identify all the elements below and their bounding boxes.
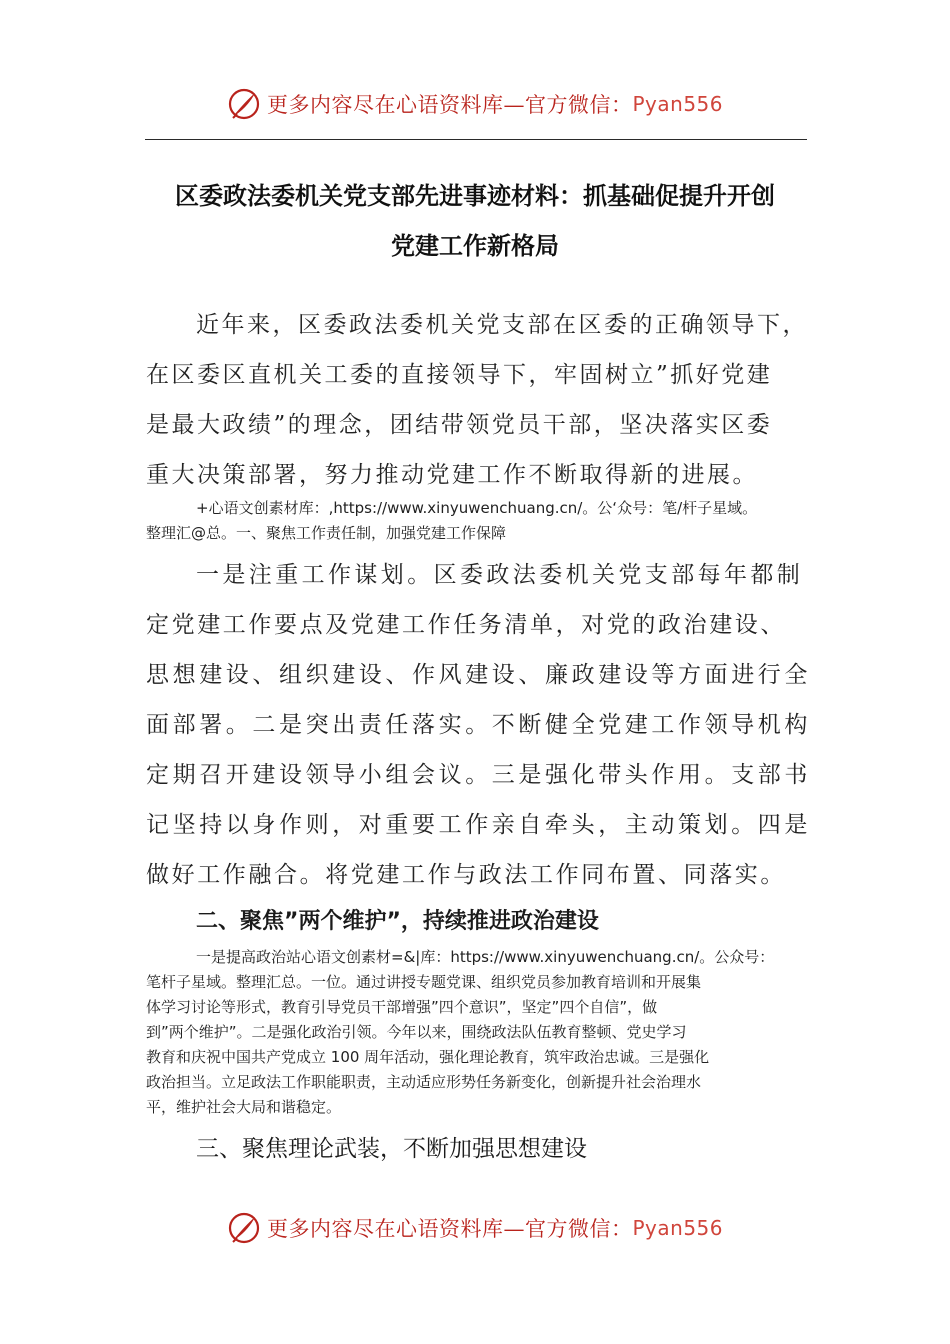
section2-heading: 二、聚焦”两个维护”，持续推进政治建设 (196, 909, 599, 934)
watermark-line: +心语文创素材库：,https://www.xinyuwenchuang.cn/。公‘众号：笔/杆子星域。 (196, 499, 758, 517)
section2-line: 政治担当。立足政法工作职能职责，主动适应形势任务新变化，创新提升社会治理水 (146, 1073, 702, 1091)
section1-line: 思想建设、组织建设、作风建设、廉政建设等方面进行全 (146, 662, 811, 688)
banner-text: 更多内容尽在心语资料库—官方微信： (266, 93, 633, 117)
banner-text: 更多内容尽在心语资料库—官方微信： (266, 1217, 633, 1241)
watermark-line: 整理汇@总。一、聚焦工作责任制，加强党建工作保障 (146, 524, 507, 542)
header-divider (145, 139, 807, 140)
section3-heading: 三、聚焦理论武装，不断加强思想建设 (196, 1136, 587, 1162)
banner-contact: Pyan556 (632, 92, 723, 116)
section1-line: 记坚持以身作则，对重要工作亲自牵头，主动策划。四是 (146, 812, 811, 838)
section2-line: 到”两个维护”。二是强化政治引领。今年以来，围绕政法队伍教育整顿、党史学习 (146, 1023, 687, 1041)
section1-line: 定期召开建设领导小组会议。三是强化带头作用。支部书 (146, 762, 811, 788)
section1-line: 面部署。二是突出责任落实。不断健全党建工作领导机构 (146, 712, 811, 738)
header-banner (0, 82, 950, 126)
quill-logo-icon (227, 87, 261, 121)
section1-line: 做好工作融合。将党建工作与政法工作同布置、同落实。 (146, 862, 786, 888)
intro-line: 是最大政绩”的理念，团结带领党员干部，坚决落实区委 (146, 412, 773, 438)
intro-line: 重大决策部署，努力推动党建工作不断取得新的进展。 (146, 462, 758, 488)
intro-line: 在区委区直机关工委的直接领导下，牢固树立”抓好党建 (146, 362, 773, 388)
section2-line: 体学习讨论等形式，教育引导党员干部增强”四个意识”，坚定”四个自信”，做 (146, 998, 658, 1016)
section2-line: 一是提高政治站心语文创素材=&|库：https://www.xinyuwenchuang.cn/。公众号： (196, 948, 775, 966)
section2-line: 教育和庆祝中国共产党成立 100 周年活动，强化理论教育，筑牢政治忠诚。三是强化 (146, 1048, 710, 1066)
intro-line: 近年来，区委政法委机关党支部在区委的正确领导下， (196, 312, 808, 338)
document-title-line2: 党建工作新格局 (391, 231, 559, 260)
quill-logo-icon (227, 1211, 261, 1245)
footer-banner (0, 1206, 950, 1250)
section1-line: 一是注重工作谋划。区委政法委机关党支部每年都制 (196, 562, 804, 588)
document-title-line1: 区委政法委机关党支部先进事迹材料：抓基础促提升开创 (175, 181, 775, 210)
section2-line: 笔杆子星域。整理汇总。一位。通过讲授专题党课、组织党员参加教育培训和开展集 (146, 973, 702, 991)
banner-contact: Pyan556 (632, 1216, 723, 1240)
section2-line: 平，维护社会大局和谐稳定。 (146, 1098, 342, 1116)
section1-line: 定党建工作要点及党建工作任务清单，对党的政治建设、 (146, 612, 786, 638)
